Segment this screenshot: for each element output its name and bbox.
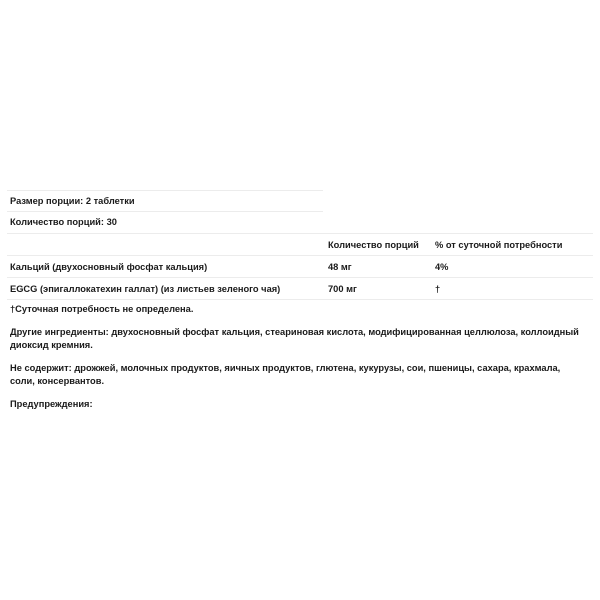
ingredient-daily-value: † <box>432 278 593 300</box>
ingredient-name: EGCG (эпигаллокатехин галлат) (из листьев зеленого чая) <box>7 278 325 300</box>
ingredient-name: Кальций (двухосновный фосфат кальция) <box>7 256 325 278</box>
supplement-facts-table <box>7 233 593 300</box>
ingredient-amount: 48 мг <box>325 256 432 278</box>
table-row <box>7 278 593 300</box>
ingredient-daily-value: 4% <box>432 256 593 278</box>
daily-value-footnote: †Суточная потребность не определена. <box>10 304 194 314</box>
does-not-contain: Не содержит: дрожжей, молочных продуктов, яичных продуктов, глютена, кукурузы, сои, пшеницы, сахара, крахмала, соли, консервантов. <box>10 363 561 386</box>
serving-info <box>7 190 323 232</box>
notes-section <box>7 303 587 421</box>
table-row <box>7 256 593 278</box>
header-amount: Количество порций <box>325 234 432 256</box>
table-header-row <box>7 234 593 256</box>
servings-per-container: Количество порций: 30 <box>7 211 323 232</box>
header-daily-value: % от суточной потребности <box>432 234 593 256</box>
warnings-heading: Предупреждения: <box>10 399 93 409</box>
serving-size: Размер порции: 2 таблетки <box>7 190 323 211</box>
header-ingredient <box>7 234 325 256</box>
other-ingredients: Другие ингредиенты: двухосновный фосфат кальция, стеариновая кислота, модифицированная целлюлоза, коллоидный диоксид кремния. <box>10 327 579 350</box>
ingredient-amount: 700 мг <box>325 278 432 300</box>
